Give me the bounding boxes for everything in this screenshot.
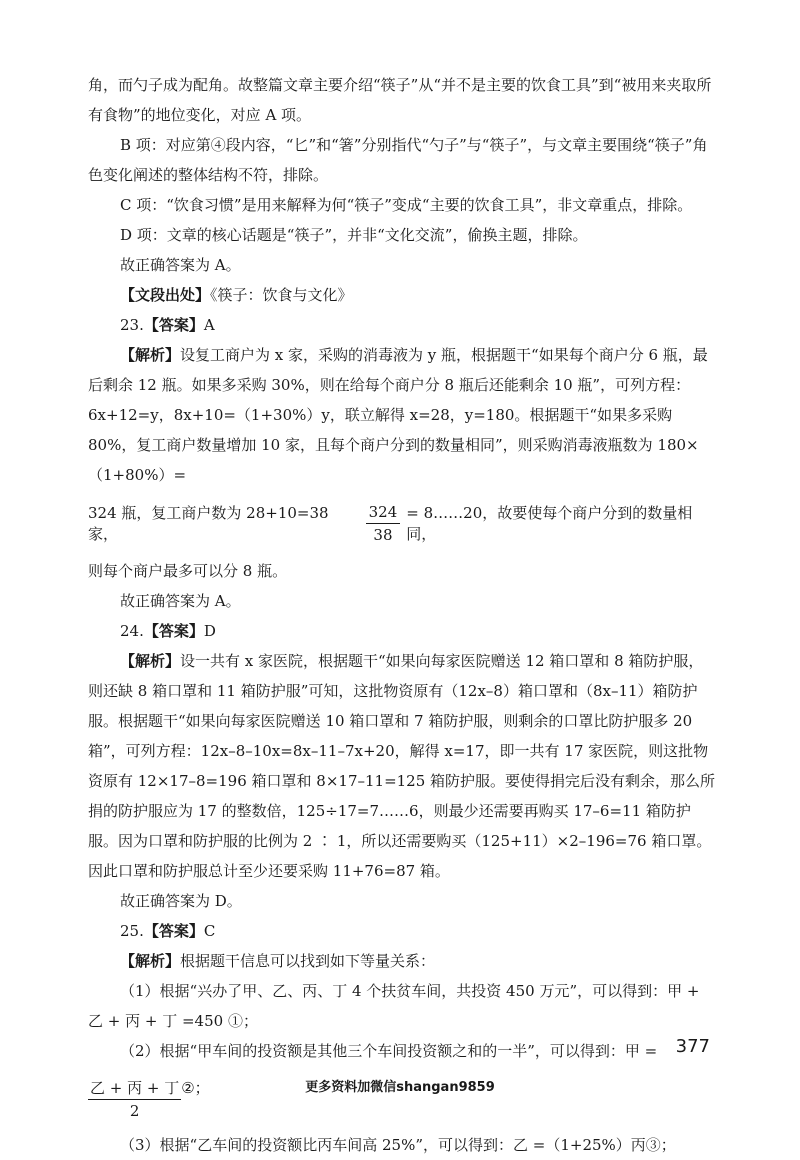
- fraction-line: [88, 490, 718, 556]
- answer-label: 【答案】: [143, 316, 204, 334]
- conclusion: 故正确答案为 A。: [120, 256, 241, 274]
- conclusion: 故正确答案为 D。: [120, 892, 242, 910]
- paragraph: 角，而勺子成为配角。故整篇文章主要介绍“筷子”从“并不是主要的饮食工具”到“被用来夹取所有食物”的地位变化，对应 A 项。: [88, 76, 712, 124]
- answer-label: 【答案】: [143, 622, 204, 640]
- answer-letter: D: [203, 622, 216, 640]
- relation-1: （1）根据“兴办了甲、乙、丙、丁 4 个扶贫车间，共投资 450 万元”，可以得到：甲 + 乙 + 丙 + 丁 =450 ①；: [88, 982, 700, 1030]
- answer-heading-23: [88, 310, 718, 340]
- fraction-suffix: = 8……20，故要使每个商户分到的数量相同，: [406, 504, 693, 543]
- fraction-denominator: 38: [373, 525, 393, 544]
- fraction-numerator: 324: [366, 502, 401, 524]
- source-label: 【文段出处】: [120, 286, 211, 304]
- fraction-prefix: 324 瓶，复工商户数为 28+10=38 家，: [88, 504, 329, 543]
- fraction-numerator: 乙 + 丙 + 丁: [88, 1077, 181, 1100]
- answer-label: 【答案】: [143, 922, 204, 940]
- relation-3: （3）根据“乙车间的投资额比丙车间高 25%”，可以得到：乙 =（1+25%）丙③；: [120, 1136, 676, 1154]
- source-title: 《筷子：饮食与文化》: [210, 286, 353, 304]
- answer-heading-25: [88, 916, 718, 946]
- question-number: 23.: [120, 316, 144, 334]
- explanation-23: [88, 340, 718, 490]
- paragraph: C 项：“饮食习惯”是用来解释为何“筷子”变成“主要的饮食工具”，非文章重点，排除。: [120, 196, 693, 214]
- footer-watermark: 更多资料加微信shangan9859: [305, 1080, 495, 1095]
- answer-letter: C: [203, 922, 216, 940]
- relation-2: （2）根据“甲车间的投资额是其他三个车间投资额之和的一半”，可以得到：甲 =: [120, 1042, 658, 1060]
- answer-letter: A: [203, 316, 215, 334]
- conclusion: 故正确答案为 A。: [120, 592, 241, 610]
- fraction: [366, 502, 401, 545]
- paragraph: D 项：文章的核心话题是“筷子”，并非“文化交流”，偷换主题，排除。: [120, 226, 588, 244]
- explanation-label: 【解析】: [120, 952, 181, 970]
- source-line: [88, 280, 718, 310]
- paragraph: 则每个商户最多可以分 8 瓶。: [88, 562, 288, 580]
- question-number: 25.: [120, 922, 144, 940]
- explanation-24: [88, 646, 718, 886]
- page-number: 377: [675, 1036, 710, 1057]
- explanation-label: 【解析】: [120, 346, 181, 364]
- explanation-label: 【解析】: [120, 652, 181, 670]
- question-number: 24.: [120, 622, 144, 640]
- explanation-text: 根据题干信息可以找到如下等量关系：: [180, 952, 436, 970]
- fraction-suffix: ②；: [181, 1079, 210, 1097]
- explanation-25: [88, 946, 718, 976]
- paragraph: B 项：对应第④段内容，“匕”和“箸”分别指代“勺子”与“筷子”，与文章主要围绕“筷子”角色变化阐述的整体结构不符，排除。: [88, 136, 708, 184]
- fraction-denominator: 2: [129, 1102, 140, 1120]
- explanation-text: 设一共有 x 家医院，根据题干“如果向每家医院赠送 12 箱口罩和 8 箱防护服，则还缺 8 箱口罩和 11 箱防护服”可知，这批物资原有（12x–8）箱口罩和（8x–11）箱防护服。根据题干“如果向每家医院赠送 10 箱口罩和 7 箱防护服，则剩余的口罩比防护服多 20 箱”，可列方程：12x–8–10x=8x–11–7x+20，解得 x=17，即一共有 17 家医院，则这批物资原有 12×17–8=196 箱口罩和 8×17–11=125 箱防护服。要使得捐完后没有剩余，那么所捐的防护服应为 17 的整数倍，125÷17=7……6，则最少还需要再购买 17–6=11 箱防护服。因为口罩和防护服的比例为 2 ∶ 1，所以还需要购买（125+11）×2–196=76 箱口罩。因此口罩和防护服总计至少还要采购 11+76=87 箱。: [88, 652, 716, 880]
- answer-heading-24: [88, 616, 718, 646]
- document-body: [88, 70, 718, 1160]
- explanation-text: 设复工商户为 x 家，采购的消毒液为 y 瓶，根据题干“如果每个商户分 6 瓶，最后剩余 12 瓶。如果多采购 30%，则在给每个商户分 8 瓶后还能剩余 10 瓶”，可列方程：6x+12=y，8x+10=（1+30%）y，联立解得 x=28，y=180。根据题干“如果多采购 80%，复工商户数量增加 10 家，且每个商户分到的数量相同”，则采购消毒液瓶数为 180×（1+80%）=: [88, 346, 708, 484]
